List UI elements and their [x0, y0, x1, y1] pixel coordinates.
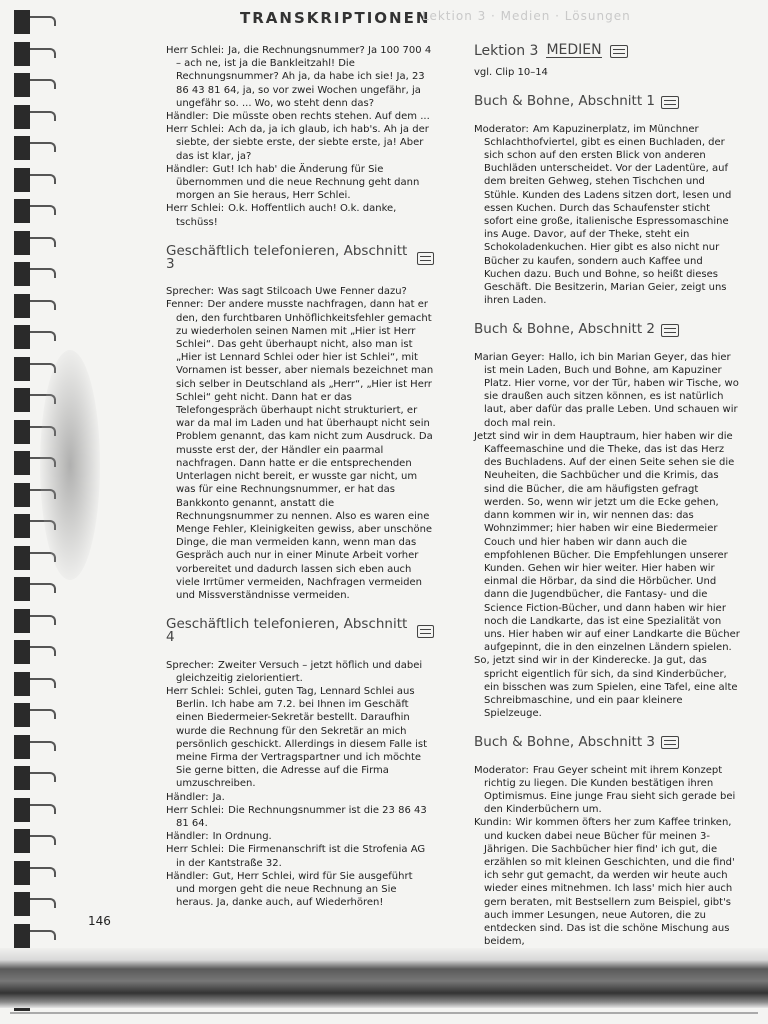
dialog-line: [474, 654, 740, 720]
dialog-block-bb-2: [474, 351, 740, 721]
binding-hole: [14, 10, 30, 34]
left-column: [166, 44, 434, 909]
dialog-text: Hallo, ich bin Marian Geyer, das hier ist mein Laden, Buch und Bohne, am Kapuziner Platz. Hier vorne, vor der Tür, haben wir Tische, wo sie draußen auch sitzen können, es ist natürlich laut, aber dafür das pralle Leben. Und schauen wir doch mal rein.: [484, 351, 739, 429]
page-number: 146: [88, 914, 111, 928]
binding-hole: [14, 420, 30, 444]
binding-wire: [30, 804, 56, 814]
dialog-text: Am Kapuzinerplatz, im Münchner Schlachthofviertel, gibt es einen Buchladen, der sich schon auf den ersten Blick von anderen Buchläden unterscheidet. Vor der Ladentüre, auf dem breiten Gehweg, stehen Tischchen und Stühle. Kunden des Ladens sitzen dort, lesen und essen Kuchen. Durch das Schaufenster sticht sofort eine große, italienische Espressomaschine ins Auge. Davor, auf der Theke, steht ein Schokoladenkuchen. Hier gibt es also nicht nur Bücher zu kaufen, sondern auch Kaffee und Kuchen dazu. Buch und Bohne, so heißt dieses Geschäft. Die Besitzerin, Marian Geier, zeigt uns ihren Laden.: [484, 123, 732, 307]
dialog-text: Die müsste oben rechts stehen. Auf dem ...: [212, 111, 430, 123]
binding-wire: [30, 867, 56, 877]
speaker-label: Herr Schlei:: [166, 685, 225, 697]
dialog-line: [474, 351, 740, 430]
binding-wire: [30, 898, 56, 908]
speaker-label: Herr Schlei:: [166, 124, 225, 136]
binding-hole: [14, 294, 30, 318]
binding-hole: [14, 766, 30, 790]
dialog-text: Ja, die Rechnungsnummer? Ja 100 700 4 – ach ne, ist ja die Bankleitzahl! Die Rechnungsnummer? Ah ja, da habe ich sie! Ja, 23 86 43 81 64, ja, so vor zwei Wochen ungefähr, ja ungefähr so. ... Wo, wo steht denn das?: [176, 45, 432, 109]
binding-hole: [14, 231, 30, 255]
speaker-label: Sprecher:: [166, 286, 215, 298]
dialog-text: Ach da, ja ich glaub, ich hab's. Ah ja der siebte, der siebte erste, der siebte erste, ja! Aber das ist klar, ja?: [176, 124, 429, 162]
speaker-label: Moderator:: [474, 764, 529, 776]
dialog-line: [474, 816, 740, 948]
dialog-text: Frau Geyer scheint mit ihrem Konzept richtig zu liegen. Die Kunden bestätigen ihren Optimismus. Eine junge Frau sieht sich gerade bei den Kinderbüchern um.: [484, 764, 736, 816]
binding-hole: [14, 577, 30, 601]
binding-hole: [14, 199, 30, 223]
binding-wire: [30, 300, 56, 310]
binding-hole: [14, 861, 30, 885]
binding-wire: [30, 174, 56, 184]
dialog-line: [166, 285, 434, 298]
section-title: Buch & Bohne, Abschnitt 2: [474, 321, 656, 338]
dialog-line: [166, 123, 434, 163]
section-heading-abschnitt-4: [166, 618, 434, 644]
scan-edge-band: [0, 948, 768, 1008]
scan-shadow: [40, 350, 100, 580]
binding-wire: [30, 615, 56, 625]
binding-wire: [30, 237, 56, 247]
section-title: Geschäftlich telefonieren, Abschnitt 4: [166, 616, 408, 646]
dialog-text: Zweiter Versuch – jetzt höflich und dabei gleichzeitig zielorientiert.: [176, 659, 423, 684]
binding-hole: [14, 735, 30, 759]
dialog-block-bb-1: [474, 123, 740, 308]
binding-hole: [14, 105, 30, 129]
speaker-label: Händler:: [166, 831, 209, 843]
speaker-label: Herr Schlei:: [166, 844, 225, 856]
speaker-label: Moderator:: [474, 123, 529, 135]
speaker-label: Händler:: [166, 163, 209, 175]
binding-wire: [30, 709, 56, 719]
clip-reference: vgl. Clip 10–14: [474, 67, 548, 79]
dialog-line: [166, 830, 434, 843]
scan-edge-line: [10, 1012, 758, 1014]
binding-hole: [14, 42, 30, 66]
binding-wire: [30, 48, 56, 58]
dialog-line: [166, 298, 434, 602]
binding-wire: [30, 741, 56, 751]
dialog-block-bb-3: [474, 764, 740, 949]
speaker-label: Sprecher:: [166, 659, 215, 671]
lesson-topic: MEDIEN: [546, 42, 602, 58]
binding-wire: [30, 16, 56, 26]
speaker-label: Händler:: [166, 791, 209, 803]
binding-hole: [14, 640, 30, 664]
page-title: TRANSKRIPTIONEN: [240, 9, 431, 27]
binding-wire: [30, 331, 56, 341]
dialog-line: [166, 685, 434, 791]
binding-wire: [30, 583, 56, 593]
binding-hole: [14, 829, 30, 853]
binding-hole: [14, 483, 30, 507]
section-heading-bb-1: [474, 95, 740, 108]
binding-hole: [14, 73, 30, 97]
binding-hole: [14, 388, 30, 412]
binding-hole: [14, 136, 30, 160]
dialog-text: Schlei, guten Tag, Lennard Schlei aus Berlin. Ich habe am 7.2. bei Ihnen im Geschäft einen Biedermeier-Sekretär bestellt. Daraufhin wurde die Rechnung für den Sekretär an mich persönlich geschickt. Allerdings in diesem Falle ist meine Firma der Vertragspartner und ich möchte Sie gerne bitten, die Adresse auf die Firma umzuschreiben.: [176, 685, 428, 790]
binding-hole: [14, 672, 30, 696]
dialog-line: [166, 110, 434, 123]
dialog-line: [166, 659, 434, 685]
dialog-text: Die Firmenanschrift ist die Strofenia AG in der Kantstraße 32.: [176, 844, 426, 869]
dialog-text: Wir kommen öfters her zum Kaffee trinken, und kucken dabei neue Bücher für meinen 3-Jährigen. Die Sachbücher hier find' ich gut, die erzählen so mit kleinen Geschichten, und die find' ich sehr gut gemacht, da werden wir heute auch wieder eines mitnehmen. Ich lass' mich hier auch gern beraten, mit Bestsellern zum Beispiel, gibt's auch immer Lesungen, neue Autoren, die zu entdecken sind. Das ist die schöne Mischung aus beidem,: [484, 817, 735, 948]
dialog-line: [474, 430, 740, 654]
faded-header-text: Lektion 3 · Medien · Lösungen: [422, 9, 631, 23]
dialog-line: [166, 870, 434, 910]
right-column: [474, 44, 740, 948]
binding-wire: [30, 772, 56, 782]
dialog-line: [166, 44, 434, 110]
binding-hole: [14, 325, 30, 349]
dialog-block-1: [166, 44, 434, 229]
binding-hole: [14, 609, 30, 633]
video-icon: [610, 45, 628, 58]
speaker-label: Kundin:: [474, 817, 512, 829]
section-title: Buch & Bohne, Abschnitt 1: [474, 93, 656, 110]
dialog-line: [166, 843, 434, 869]
dialog-line: [166, 804, 434, 830]
binding-wire: [30, 205, 56, 215]
dialog-line: [474, 123, 740, 308]
video-icon: [661, 736, 679, 749]
binding-wire: [30, 268, 56, 278]
binding-hole: [14, 703, 30, 727]
binding-hole: [14, 924, 30, 948]
speaker-label: Fenner:: [166, 299, 204, 311]
binding-wire: [30, 835, 56, 845]
dialog-block-abschnitt-4: [166, 659, 434, 910]
speaker-label: Herr Schlei:: [166, 45, 225, 56]
section-heading-abschnitt-3: [166, 242, 434, 273]
speaker-label: Herr Schlei:: [166, 203, 225, 215]
lesson-label: Lektion 3: [474, 42, 539, 59]
dialog-text: Was sagt Stilcoach Uwe Fenner dazu?: [218, 286, 407, 298]
speaker-label: Herr Schlei:: [166, 804, 225, 816]
dialog-line: [474, 764, 740, 817]
dialog-line: [166, 163, 434, 203]
dialog-text: So, jetzt sind wir in der Kinderecke. Ja gut, das spricht eigentlich für sich, da sind Kinderbücher, ein bisschen was zum Spielen, eine Tafel, eine alte Schreibmaschine, und ein paar kleinere Spielzeuge.: [474, 655, 738, 720]
dialog-text: Gut! Ich hab' die Änderung für Sie übernommen und die neue Rechnung geht dann morgen an Sie heraus, Herr Schlei.: [176, 163, 420, 202]
binding-wire: [30, 678, 56, 688]
lesson-heading: [474, 44, 740, 58]
speaker-label: Händler:: [166, 870, 209, 882]
binding-hole: [14, 892, 30, 916]
video-icon: [661, 96, 679, 109]
binding-hole: [14, 168, 30, 192]
dialog-text: In Ordnung.: [212, 831, 272, 843]
binding-hole: [14, 451, 30, 475]
dialog-text: Jetzt sind wir in dem Hauptraum, hier haben wir die Kaffeemaschine und die Theke, das ist das Herz des Buchladens. Auf der einen Seite sehen sie die Neuheiten, die Sachbücher und die Krimis, das sind die Bücher, die am häufigsten gefragt werden. So, wenn wir jetzt um die Ecke gehen, dann kommen wir in, wir nennen das: das Wohnzimmer; hier haben wir eine Biedermeier Couch und hier haben wir dann auch die empfohlenen Bücher. Die Empfehlungen unserer Kunden. Gehen wir hier weiter. Hier haben wir einmal die Hörbar, da sind die Hörbücher. Und dann die Jugendbücher, die Fantasy- und die Science Fiction-Bücher, und dann haben wir hier noch die Landkarte, das ist eine Spezialität von uns. Hier haben wir auf einer Landkarte die Bücher aufgepinnt, die in den einzelnen Ländern spielen.: [474, 430, 740, 654]
video-icon: [417, 252, 434, 265]
speaker-label: Händler:: [166, 111, 209, 123]
binding-wire: [30, 142, 56, 152]
binding-hole: [14, 262, 30, 286]
dialog-text: Gut, Herr Schlei, wird für Sie ausgeführt und morgen geht die neue Rechnung an Sie heraus. Ja, danke auch, auf Wiederhören!: [176, 870, 413, 909]
video-icon: [417, 625, 434, 638]
dialog-block-abschnitt-3: [166, 285, 434, 602]
dialog-text: O.k. Hoffentlich auch! O.k. danke, tschüss!: [176, 203, 397, 228]
binding-hole: [14, 514, 30, 538]
dialog-text: Der andere musste nachfragen, dann hat er den, den furchtbaren Unhöflichkeitsfehler gemacht zu wiederholen seinen Namen mit „Hier ist Herr Schlei“. Das geht überhaupt nicht, also man ist „Hier ist Lennard Schlei oder hier ist Schlei“, mit Vornamen ist besser, aber niemals bezeichnet man sich selber in Deutschland als „Herr“, „Hier ist Herr Schlei“ geht nicht. Dann hat er das Telefongespräch überhaupt nicht strukturiert, er war da mal im Laden und hat überhaupt nicht sein Problem genannt, das kam nicht zum Ausdruck. Da musste erst der, der Händler ein paarmal nachfragen. Dann hatte er die entsprechenden Unterlagen nicht bereit, er wusste gar nicht, um was für eine Rechnungsnummer, er hat das Bankkonto genannt, anstatt die Rechnungsnummer zu nennen. Also es waren eine Menge Fehler, Kleinigkeiten gewiss, aber unschöne Dinge, die man vermeiden kann, wenn man das Gespräch auch nur in einer Minute Arbeit vorher vorbereitet und dadurch lassen sich eben auch viele Irrtümer vermeiden, Nachfragen vermeiden und Missverständnisse vermeiden.: [176, 299, 434, 601]
video-icon: [661, 324, 679, 337]
binding-wire: [30, 79, 56, 89]
binding-wire: [30, 930, 56, 940]
binding-wire: [30, 646, 56, 656]
dialog-text: Ja.: [212, 791, 225, 803]
section-title: Buch & Bohne, Abschnitt 3: [474, 734, 656, 751]
binding-hole: [14, 798, 30, 822]
dialog-text: Die Rechnungsnummer ist die 23 86 43 81 64.: [176, 804, 427, 829]
speaker-label: Marian Geyer:: [474, 351, 545, 363]
binding-hole: [14, 546, 30, 570]
binding-hole: [14, 357, 30, 381]
dialog-line: [166, 202, 434, 228]
section-heading-bb-3: [474, 736, 740, 749]
binding-wire: [30, 111, 56, 121]
section-heading-bb-2: [474, 323, 740, 336]
dialog-line: [166, 791, 434, 804]
section-title: Geschäftlich telefonieren, Abschnitt 3: [166, 242, 408, 273]
